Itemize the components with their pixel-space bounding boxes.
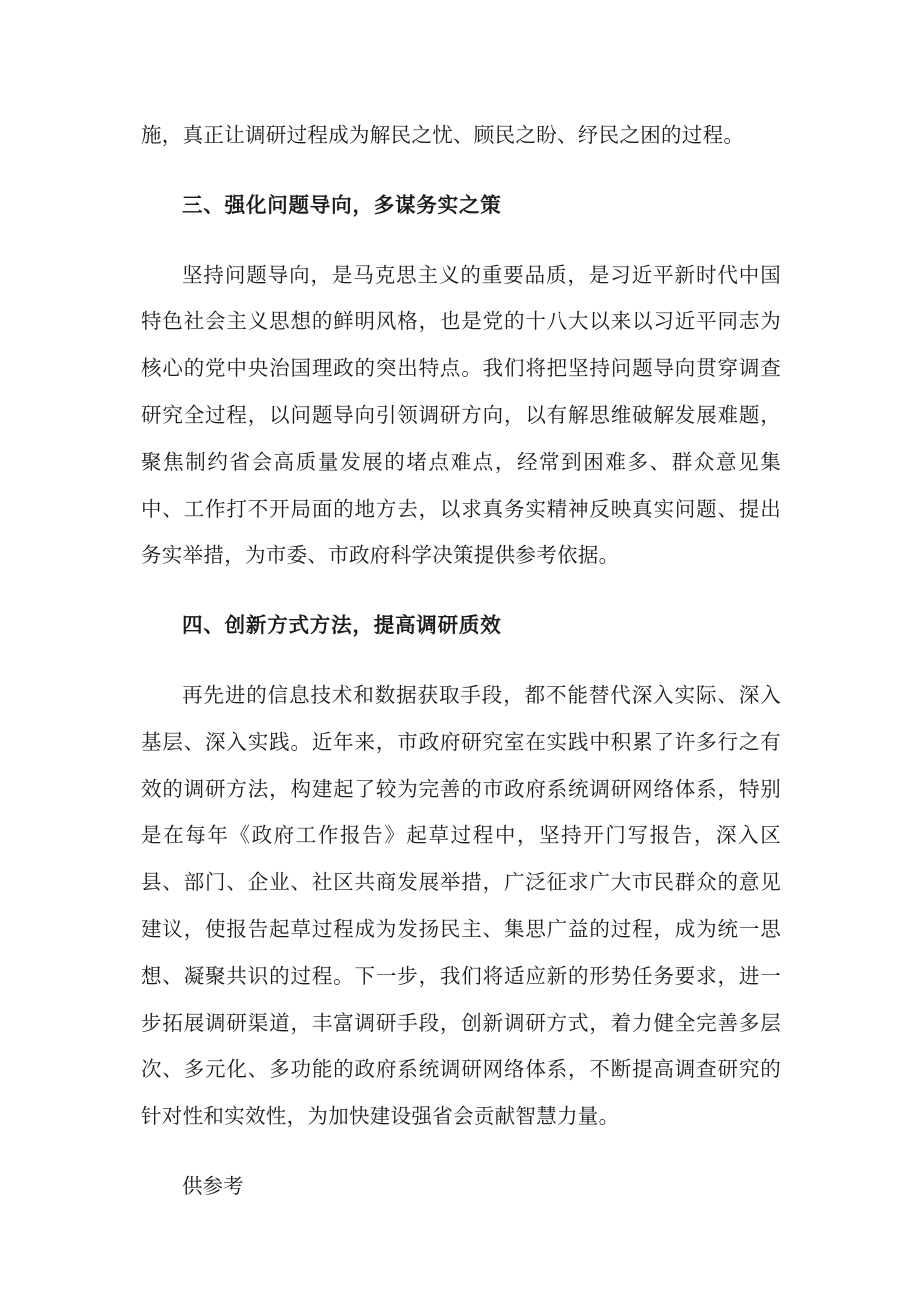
section-3-heading: 三、强化问题导向，多谋务实之策 — [182, 192, 502, 217]
closing-note: 供参考 — [182, 1173, 244, 1198]
paragraph-continuation: 施，真正让调研过程成为解民之忧、顾民之盼、纾民之困的过程。 — [141, 123, 745, 147]
document-page — [141, 112, 781, 1210]
section-3-body: 坚持问题导向，是马克思主义的重要品质，是习近平新时代中国特色社会主义思想的鲜明风格，也是党的十八大以来以习近平同志为核心的党中央治国理政的突出特点。我们将把坚持问题导向贯穿调查研究全过程，以问题导向引领调研方向，以有解思维破解发展难题，聚焦制约省会高质量发展的堵点难点，经常到困难多、群众意见集中、工作打不开局面的地方去，以求真务实精神反映真实问题、提出务实举措，为市委、市政府科学决策提供参考依据。 — [141, 262, 781, 568]
section-4-heading: 四、创新方式方法，提高调研质效 — [182, 613, 502, 638]
section-4-body: 再先进的信息技术和数据获取手段，都不能替代深入实际、深入基层、深入实践。近年来，市政府研究室在实践中积累了许多行之有效的调研方法，构建起了较为完善的市政府系统调研网络体系，特别是在每年《政府工作报告》起草过程中，坚持开门写报告，深入区县、部门、企业、社区共商发展举措，广泛征求广大市民群众的意见建议，使报告起草过程成为发扬民主、集思广益的过程，成为统一思想、凝聚共识的过程。下一步，我们将适应新的形势任务要求，进一步拓展调研渠道，丰富调研手段，创新调研方式，着力健全完善多层次、多元化、多功能的政府系统调研网络体系，不断提高调查研究的针对性和实效性，为加快建设强省会贡献智慧力量。 — [141, 682, 781, 1129]
